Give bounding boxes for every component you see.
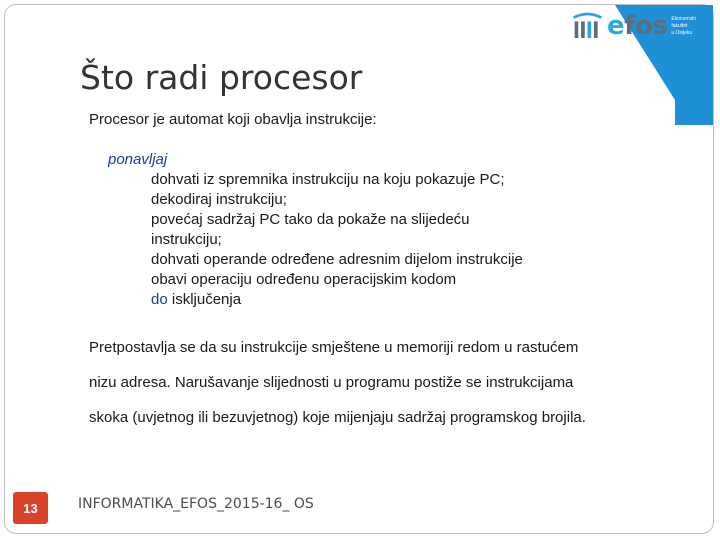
- loop-start-keyword: ponavljaj: [108, 151, 168, 168]
- step-line: obavi operaciju određenu operacijskim kodom: [151, 271, 457, 288]
- columns-logo-icon: [570, 11, 605, 41]
- efos-logo: [570, 8, 710, 44]
- intro-text: Procesor je automat koji obavlja instrukcije:: [89, 111, 377, 128]
- loop-end-keyword: do: [151, 291, 168, 308]
- loop-end-line: [108, 290, 523, 310]
- step-line: dohvati iz spremnika instrukciju na koju pokazuje PC;: [151, 171, 505, 188]
- loop-end-text: isključenja: [167, 291, 242, 308]
- step-line: instrukciju;: [151, 231, 222, 248]
- page-number-badge: 13: [13, 492, 48, 524]
- slide-title: Što radi procesor: [80, 58, 363, 97]
- step-line: dekodiraj instrukciju;: [151, 191, 287, 208]
- pseudocode-block: [108, 150, 523, 310]
- step-line: dohvati operande određene adresnim dijelom instrukcije: [151, 251, 523, 268]
- logo-wordmark: efos: [607, 11, 668, 41]
- footer-text: INFORMATIKA_EFOS_2015-16_ OS: [78, 496, 314, 512]
- logo-subtitle: Ekonomski fakultet u Osijeku: [671, 15, 696, 36]
- step-line: povećaj sadržaj PC tako da pokaže na slijedeću: [151, 211, 470, 228]
- explanation-paragraph: Pretpostavlja se da su instrukcije smještene u memoriji redom u rastućem nizu adresa. Narušavanje slijednosti u programu postiže se instrukcijama skoka (uvjetnog ili bezuvjetnog) koje mijenjaju sadržaj programskog brojila.: [89, 339, 586, 426]
